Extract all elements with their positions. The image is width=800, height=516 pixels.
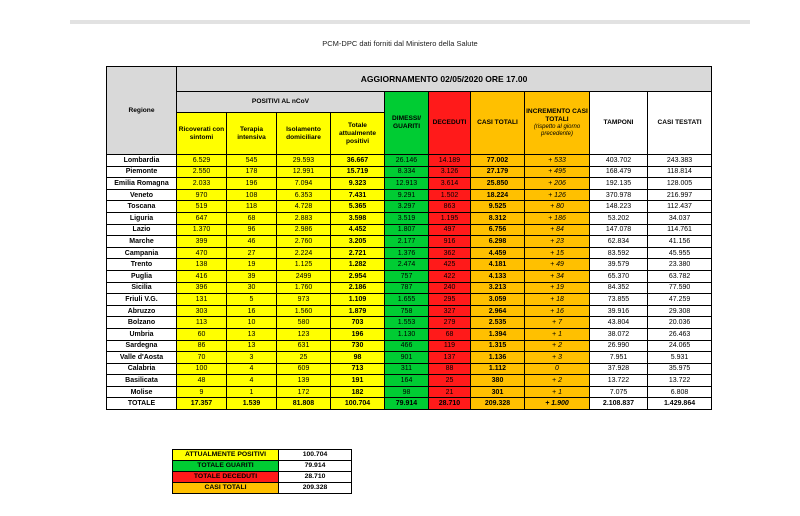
- table-row: [107, 178, 712, 190]
- header-dimessi-guariti: DIMESSI/ GUARITI: [385, 92, 429, 155]
- guariti-cell: 758: [385, 305, 429, 317]
- table-row: [107, 236, 712, 248]
- totale-positivi-cell: 4.452: [331, 224, 385, 236]
- ricoverati-cell: 86: [177, 340, 227, 352]
- ricoverati-cell: 470: [177, 247, 227, 259]
- incremento-cell: + 2: [525, 340, 590, 352]
- header-aggiornamento: AGGIORNAMENTO 02/05/2020 ORE 17.00: [177, 67, 712, 92]
- table-row: [107, 363, 712, 375]
- totale-positivi-cell: 1.879: [331, 305, 385, 317]
- isolamento-cell: 139: [277, 375, 331, 387]
- incremento-cell: + 18: [525, 294, 590, 306]
- region-name: Lazio: [107, 224, 177, 236]
- total-isolamento: 81.808: [277, 398, 331, 410]
- ricoverati-cell: 2.550: [177, 166, 227, 178]
- incremento-cell: + 7: [525, 317, 590, 329]
- ricoverati-cell: 1.370: [177, 224, 227, 236]
- casi-testati-cell: 216.997: [648, 189, 712, 201]
- casi-totali-cell: 6.756: [471, 224, 525, 236]
- casi-totali-cell: 77.002: [471, 155, 525, 167]
- tamponi-cell: 39.916: [590, 305, 648, 317]
- ricoverati-cell: 647: [177, 212, 227, 224]
- casi-testati-cell: 47.259: [648, 294, 712, 306]
- deceduti-cell: 425: [429, 259, 471, 271]
- deceduti-cell: 422: [429, 270, 471, 282]
- isolamento-cell: 1.760: [277, 282, 331, 294]
- ricoverati-cell: 60: [177, 328, 227, 340]
- isolamento-cell: 2.986: [277, 224, 331, 236]
- header-casi-testati: CASI TESTATI: [648, 92, 712, 155]
- incremento-cell: + 2: [525, 375, 590, 387]
- tamponi-cell: 84.352: [590, 282, 648, 294]
- region-name: Campania: [107, 247, 177, 259]
- covid-data-table: [106, 66, 712, 410]
- isolamento-cell: 2499: [277, 270, 331, 282]
- ricoverati-cell: 9: [177, 386, 227, 398]
- incremento-cell: + 84: [525, 224, 590, 236]
- legend-row-deceduti: [173, 472, 352, 483]
- casi-totali-cell: 1.394: [471, 328, 525, 340]
- tamponi-cell: 147.078: [590, 224, 648, 236]
- guariti-cell: 2.474: [385, 259, 429, 271]
- isolamento-cell: 2.224: [277, 247, 331, 259]
- table-row: [107, 282, 712, 294]
- legend-label-casi-totali: CASI TOTALI: [173, 483, 279, 494]
- terapia-cell: 4: [227, 375, 277, 387]
- casi-testati-cell: 243.383: [648, 155, 712, 167]
- casi-totali-cell: 380: [471, 375, 525, 387]
- casi-totali-cell: 27.179: [471, 166, 525, 178]
- table-row: [107, 305, 712, 317]
- guariti-cell: 901: [385, 352, 429, 364]
- deceduti-cell: 295: [429, 294, 471, 306]
- terapia-cell: 108: [227, 189, 277, 201]
- totale-positivi-cell: 191: [331, 375, 385, 387]
- ricoverati-cell: 113: [177, 317, 227, 329]
- table-row: [107, 259, 712, 271]
- deceduti-cell: 279: [429, 317, 471, 329]
- table-row: [107, 270, 712, 282]
- table-row: [107, 375, 712, 387]
- table-row: [107, 224, 712, 236]
- tamponi-cell: 168.479: [590, 166, 648, 178]
- terapia-cell: 10: [227, 317, 277, 329]
- legend-row-casi-totali: [173, 483, 352, 494]
- incremento-cell: + 126: [525, 189, 590, 201]
- casi-totali-cell: 4.459: [471, 247, 525, 259]
- isolamento-cell: 2.883: [277, 212, 331, 224]
- table-row: [107, 201, 712, 213]
- incremento-cell: + 533: [525, 155, 590, 167]
- casi-totali-cell: 18.224: [471, 189, 525, 201]
- totale-positivi-cell: 15.719: [331, 166, 385, 178]
- deceduti-cell: 3.126: [429, 166, 471, 178]
- casi-testati-cell: 41.156: [648, 236, 712, 248]
- guariti-cell: 26.146: [385, 155, 429, 167]
- isolamento-cell: 580: [277, 317, 331, 329]
- totale-positivi-cell: 182: [331, 386, 385, 398]
- region-name: Puglia: [107, 270, 177, 282]
- legend-value-deceduti: 28.710: [279, 472, 352, 483]
- guariti-cell: 1.655: [385, 294, 429, 306]
- casi-totali-cell: 2.964: [471, 305, 525, 317]
- guariti-cell: 311: [385, 363, 429, 375]
- totale-positivi-cell: 98: [331, 352, 385, 364]
- totale-positivi-cell: 3.205: [331, 236, 385, 248]
- casi-testati-cell: 114.761: [648, 224, 712, 236]
- terapia-cell: 27: [227, 247, 277, 259]
- terapia-cell: 5: [227, 294, 277, 306]
- totale-positivi-cell: 5.365: [331, 201, 385, 213]
- tamponi-cell: 53.202: [590, 212, 648, 224]
- region-name: Veneto: [107, 189, 177, 201]
- region-name: Piemonte: [107, 166, 177, 178]
- table-row: [107, 294, 712, 306]
- total-incremento: + 1.900: [525, 398, 590, 410]
- header-terapia-intensiva: Terapia intensiva: [227, 113, 277, 155]
- isolamento-cell: 172: [277, 386, 331, 398]
- guariti-cell: 3.519: [385, 212, 429, 224]
- tamponi-cell: 192.135: [590, 178, 648, 190]
- incremento-cell: + 49: [525, 259, 590, 271]
- region-name: Bolzano: [107, 317, 177, 329]
- totale-positivi-cell: 7.431: [331, 189, 385, 201]
- terapia-cell: 39: [227, 270, 277, 282]
- deceduti-cell: 327: [429, 305, 471, 317]
- deceduti-cell: 1.502: [429, 189, 471, 201]
- tamponi-cell: 73.855: [590, 294, 648, 306]
- deceduti-cell: 916: [429, 236, 471, 248]
- casi-testati-cell: 45.955: [648, 247, 712, 259]
- header-tamponi: TAMPONI: [590, 92, 648, 155]
- region-name: Valle d'Aosta: [107, 352, 177, 364]
- terapia-cell: 30: [227, 282, 277, 294]
- terapia-cell: 178: [227, 166, 277, 178]
- totale-positivi-cell: 1.109: [331, 294, 385, 306]
- guariti-cell: 98: [385, 386, 429, 398]
- ricoverati-cell: 6.529: [177, 155, 227, 167]
- deceduti-cell: 68: [429, 328, 471, 340]
- deceduti-cell: 21: [429, 386, 471, 398]
- totale-positivi-cell: 1.282: [331, 259, 385, 271]
- isolamento-cell: 4.728: [277, 201, 331, 213]
- table-row: [107, 212, 712, 224]
- tamponi-cell: 7.075: [590, 386, 648, 398]
- total-guariti: 79.914: [385, 398, 429, 410]
- total-label: TOTALE: [107, 398, 177, 410]
- region-name: Sicilia: [107, 282, 177, 294]
- total-tamponi: 2.108.837: [590, 398, 648, 410]
- guariti-cell: 1.807: [385, 224, 429, 236]
- terapia-cell: 13: [227, 340, 277, 352]
- tamponi-cell: 43.804: [590, 317, 648, 329]
- incremento-cell: 0: [525, 363, 590, 375]
- ricoverati-cell: 48: [177, 375, 227, 387]
- guariti-cell: 1.130: [385, 328, 429, 340]
- guariti-cell: 1.376: [385, 247, 429, 259]
- guariti-cell: 164: [385, 375, 429, 387]
- deceduti-cell: 497: [429, 224, 471, 236]
- ricoverati-cell: 416: [177, 270, 227, 282]
- terapia-cell: 3: [227, 352, 277, 364]
- ricoverati-cell: 970: [177, 189, 227, 201]
- isolamento-cell: 631: [277, 340, 331, 352]
- totale-positivi-cell: 196: [331, 328, 385, 340]
- totale-positivi-cell: 3.598: [331, 212, 385, 224]
- tamponi-cell: 37.928: [590, 363, 648, 375]
- terapia-cell: 16: [227, 305, 277, 317]
- deceduti-cell: 3.614: [429, 178, 471, 190]
- region-name: Marche: [107, 236, 177, 248]
- isolamento-cell: 1.560: [277, 305, 331, 317]
- incremento-cell: + 3: [525, 352, 590, 364]
- region-name: Trento: [107, 259, 177, 271]
- guariti-cell: 787: [385, 282, 429, 294]
- header-deceduti: DECEDUTI: [429, 92, 471, 155]
- region-name: Emilia Romagna: [107, 178, 177, 190]
- ricoverati-cell: 519: [177, 201, 227, 213]
- totale-positivi-cell: 2.954: [331, 270, 385, 282]
- guariti-cell: 466: [385, 340, 429, 352]
- region-name: Friuli V.G.: [107, 294, 177, 306]
- ricoverati-cell: 100: [177, 363, 227, 375]
- table-row: [107, 166, 712, 178]
- tamponi-cell: 38.072: [590, 328, 648, 340]
- total-ricoverati: 17.357: [177, 398, 227, 410]
- totale-positivi-cell: 730: [331, 340, 385, 352]
- incremento-cell: + 23: [525, 236, 590, 248]
- header-incremento-note: (rispetto al giorno precedente): [533, 124, 581, 137]
- isolamento-cell: 973: [277, 294, 331, 306]
- incremento-cell: + 206: [525, 178, 590, 190]
- terapia-cell: 196: [227, 178, 277, 190]
- deceduti-cell: 88: [429, 363, 471, 375]
- table-row: [107, 328, 712, 340]
- terapia-cell: 4: [227, 363, 277, 375]
- incremento-cell: + 495: [525, 166, 590, 178]
- tamponi-cell: 26.990: [590, 340, 648, 352]
- incremento-cell: + 34: [525, 270, 590, 282]
- casi-totali-cell: 1.315: [471, 340, 525, 352]
- totale-positivi-cell: 2.721: [331, 247, 385, 259]
- terapia-cell: 118: [227, 201, 277, 213]
- table-row: [107, 189, 712, 201]
- deceduti-cell: 1.195: [429, 212, 471, 224]
- legend-container: [172, 449, 352, 494]
- total-deceduti: 28.710: [429, 398, 471, 410]
- total-casi-testati: 1.429.864: [648, 398, 712, 410]
- page-title: PCM-DPC dati forniti dal Ministero della Salute: [322, 39, 478, 48]
- terapia-cell: 19: [227, 259, 277, 271]
- deceduti-cell: 14.189: [429, 155, 471, 167]
- casi-totali-cell: 25.850: [471, 178, 525, 190]
- region-name: Calabria: [107, 363, 177, 375]
- table-row: [107, 247, 712, 259]
- casi-totali-cell: 6.298: [471, 236, 525, 248]
- ricoverati-cell: 138: [177, 259, 227, 271]
- data-table-container: [106, 66, 712, 410]
- casi-testati-cell: 26.463: [648, 328, 712, 340]
- casi-totali-cell: 301: [471, 386, 525, 398]
- casi-testati-cell: 77.590: [648, 282, 712, 294]
- casi-testati-cell: 35.975: [648, 363, 712, 375]
- totale-positivi-cell: 36.667: [331, 155, 385, 167]
- guariti-cell: 9.291: [385, 189, 429, 201]
- casi-testati-cell: 5.931: [648, 352, 712, 364]
- region-name: Molise: [107, 386, 177, 398]
- isolamento-cell: 609: [277, 363, 331, 375]
- legend-table: [172, 449, 352, 494]
- casi-totali-cell: 3.213: [471, 282, 525, 294]
- incremento-cell: + 1: [525, 386, 590, 398]
- casi-testati-cell: 29.308: [648, 305, 712, 317]
- region-name: Liguria: [107, 212, 177, 224]
- legend-value-positivi: 100.704: [279, 450, 352, 461]
- deceduti-cell: 362: [429, 247, 471, 259]
- isolamento-cell: 25: [277, 352, 331, 364]
- table-body: [107, 155, 712, 398]
- header-totale-positivi: Totale attualmente positivi: [331, 113, 385, 155]
- region-name: Umbria: [107, 328, 177, 340]
- casi-testati-cell: 118.814: [648, 166, 712, 178]
- ricoverati-cell: 131: [177, 294, 227, 306]
- tamponi-cell: 370.978: [590, 189, 648, 201]
- header-positivi: POSITIVI AL nCoV: [177, 92, 385, 113]
- isolamento-cell: 2.760: [277, 236, 331, 248]
- guariti-cell: 3.297: [385, 201, 429, 213]
- terapia-cell: 13: [227, 328, 277, 340]
- casi-totali-cell: 1.136: [471, 352, 525, 364]
- incremento-cell: + 80: [525, 201, 590, 213]
- casi-totali-cell: 3.059: [471, 294, 525, 306]
- header-casi-totali: CASI TOTALI: [471, 92, 525, 155]
- isolamento-cell: 12.991: [277, 166, 331, 178]
- casi-testati-cell: 34.037: [648, 212, 712, 224]
- isolamento-cell: 7.094: [277, 178, 331, 190]
- top-bar: [70, 20, 750, 24]
- total-positivi: 100.704: [331, 398, 385, 410]
- table-row: [107, 340, 712, 352]
- incremento-cell: + 15: [525, 247, 590, 259]
- region-name: Lombardia: [107, 155, 177, 167]
- deceduti-cell: 240: [429, 282, 471, 294]
- casi-testati-cell: 63.782: [648, 270, 712, 282]
- incremento-cell: + 16: [525, 305, 590, 317]
- tamponi-cell: 62.834: [590, 236, 648, 248]
- table-row: [107, 317, 712, 329]
- terapia-cell: 96: [227, 224, 277, 236]
- tamponi-cell: 148.223: [590, 201, 648, 213]
- casi-testati-cell: 112.437: [648, 201, 712, 213]
- ricoverati-cell: 396: [177, 282, 227, 294]
- deceduti-cell: 25: [429, 375, 471, 387]
- deceduti-cell: 863: [429, 201, 471, 213]
- header-incremento: [525, 92, 590, 155]
- casi-testati-cell: 20.036: [648, 317, 712, 329]
- guariti-cell: 1.553: [385, 317, 429, 329]
- isolamento-cell: 6.353: [277, 189, 331, 201]
- header-ricoverati: Ricoverati con sintomi: [177, 113, 227, 155]
- region-name: Toscana: [107, 201, 177, 213]
- tamponi-cell: 7.951: [590, 352, 648, 364]
- terapia-cell: 68: [227, 212, 277, 224]
- casi-testati-cell: 6.808: [648, 386, 712, 398]
- header-isolamento: Isolamento domiciliare: [277, 113, 331, 155]
- header-regione: Regione: [107, 67, 177, 155]
- isolamento-cell: 123: [277, 328, 331, 340]
- table-row: [107, 155, 712, 167]
- table-row: [107, 352, 712, 364]
- legend-label-guariti: TOTALE GUARITI: [173, 461, 279, 472]
- legend-label-deceduti: TOTALE DECEDUTI: [173, 472, 279, 483]
- deceduti-cell: 119: [429, 340, 471, 352]
- tamponi-cell: 65.370: [590, 270, 648, 282]
- terapia-cell: 545: [227, 155, 277, 167]
- casi-totali-cell: 4.133: [471, 270, 525, 282]
- casi-totali-cell: 8.312: [471, 212, 525, 224]
- ricoverati-cell: 303: [177, 305, 227, 317]
- tamponi-cell: 403.702: [590, 155, 648, 167]
- terapia-cell: 46: [227, 236, 277, 248]
- casi-testati-cell: 13.722: [648, 375, 712, 387]
- guariti-cell: 12.913: [385, 178, 429, 190]
- totale-positivi-cell: 713: [331, 363, 385, 375]
- casi-testati-cell: 24.065: [648, 340, 712, 352]
- casi-totali-cell: 4.181: [471, 259, 525, 271]
- guariti-cell: 8.334: [385, 166, 429, 178]
- casi-totali-cell: 2.535: [471, 317, 525, 329]
- legend-row-positivi: [173, 450, 352, 461]
- casi-testati-cell: 23.380: [648, 259, 712, 271]
- legend-value-guariti: 79.914: [279, 461, 352, 472]
- ricoverati-cell: 399: [177, 236, 227, 248]
- totale-positivi-cell: 9.323: [331, 178, 385, 190]
- table-row: [107, 386, 712, 398]
- region-name: Basilicata: [107, 375, 177, 387]
- casi-totali-cell: 1.112: [471, 363, 525, 375]
- tamponi-cell: 13.722: [590, 375, 648, 387]
- casi-totali-cell: 9.525: [471, 201, 525, 213]
- total-casi: 209.328: [471, 398, 525, 410]
- totale-positivi-cell: 703: [331, 317, 385, 329]
- incremento-cell: + 186: [525, 212, 590, 224]
- tamponi-cell: 39.579: [590, 259, 648, 271]
- incremento-cell: + 19: [525, 282, 590, 294]
- guariti-cell: 757: [385, 270, 429, 282]
- incremento-cell: + 1: [525, 328, 590, 340]
- region-name: Sardegna: [107, 340, 177, 352]
- total-row: [107, 398, 712, 410]
- region-name: Abruzzo: [107, 305, 177, 317]
- legend-row-guariti: [173, 461, 352, 472]
- legend-value-casi-totali: 209.328: [279, 483, 352, 494]
- ricoverati-cell: 70: [177, 352, 227, 364]
- deceduti-cell: 137: [429, 352, 471, 364]
- header-incremento-title: INCREMENTO CASI TOTALI: [526, 108, 588, 123]
- isolamento-cell: 29.593: [277, 155, 331, 167]
- terapia-cell: 1: [227, 386, 277, 398]
- isolamento-cell: 1.125: [277, 259, 331, 271]
- total-terapia: 1.539: [227, 398, 277, 410]
- legend-label-positivi: ATTUALMENTE POSITIVI: [173, 450, 279, 461]
- casi-testati-cell: 128.005: [648, 178, 712, 190]
- ricoverati-cell: 2.033: [177, 178, 227, 190]
- totale-positivi-cell: 2.186: [331, 282, 385, 294]
- guariti-cell: 2.177: [385, 236, 429, 248]
- tamponi-cell: 83.592: [590, 247, 648, 259]
